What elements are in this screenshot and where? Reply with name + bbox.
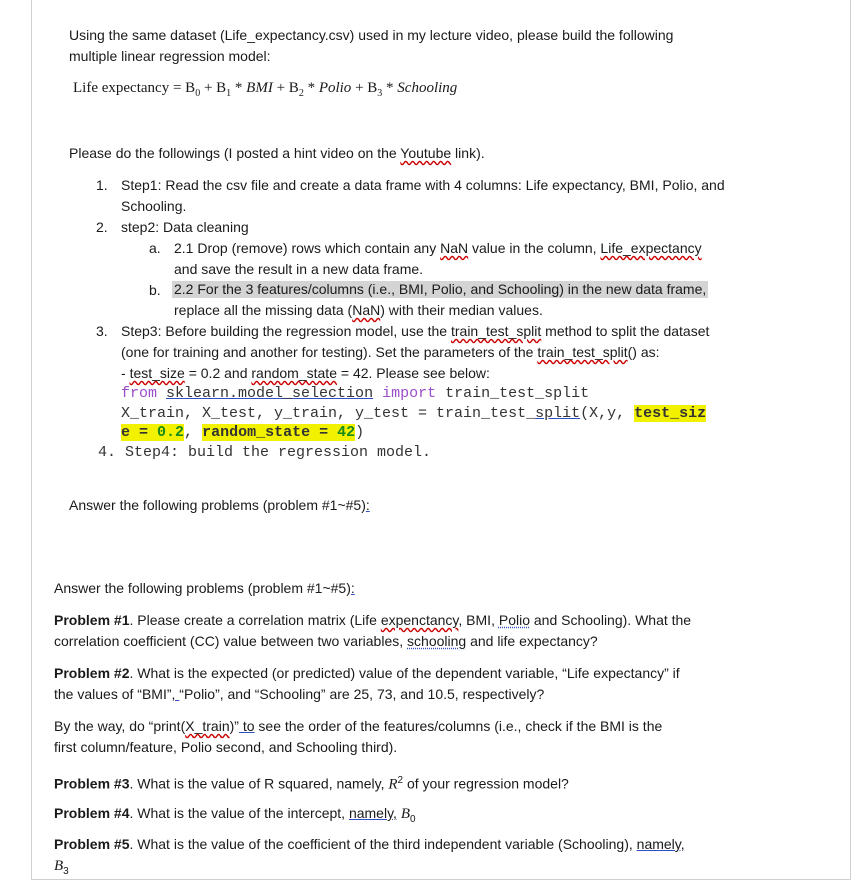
step3-text-cont: (one for training and another for testing). Set the parameters of the train_test_split() as: [121, 344, 660, 360]
problem-5-line-2: $B_3$ [54, 858, 69, 877]
step2a-letter: a. [149, 240, 161, 256]
answer-heading-2: Answer the following problems (problem #1~#5): [54, 580, 355, 596]
intro-line-1: Using the same dataset (Life_expectancy.csv) used in my lecture video, please build the following [69, 27, 674, 43]
instructions-lead: Please do the followings (I posted a hint video on the Youtube link). [69, 145, 485, 161]
step2-text: step2: Data cleaning [121, 219, 249, 235]
regression-formula: Life expectancy = $B_0 + B_1$ * BMI + $B_2$ * Polio + $B_3$ * Schooling [73, 80, 458, 99]
step3-number: 3. [96, 323, 108, 339]
step1-text-cont: Schooling. [121, 198, 187, 214]
step1-text: Step1: Read the csv file and create a data frame with 4 columns: Life expectancy, BMI, Polio, and [121, 177, 725, 193]
intro-line-2: multiple linear regression model: [69, 48, 271, 64]
step3-params: - test_size = 0.2 and random_state = 42. Please see below: [121, 365, 490, 381]
step2b-letter: b. [149, 282, 161, 298]
step3-text: Step3: Before building the regression model, use the train_test_split method to split the dataset [121, 323, 710, 339]
youtube-link[interactable]: Youtube [400, 145, 452, 161]
step2a-text-cont: and save the result in a new data frame. [174, 261, 424, 277]
problem-2-line-1: Problem #2. What is the expected (or predicted) value of the dependent variable, “Life expectancy” if [54, 665, 680, 681]
problem-3: Problem #3. What is the value of R squared, namely, $R^2$ of your regression model? [54, 775, 569, 793]
problem-5-line-1: Problem #5. What is the value of the coefficient of the third independent variable (Schooling), namely, [54, 836, 685, 852]
step2-number: 2. [96, 219, 108, 235]
answer-heading-1: Answer the following problems (problem #1~#5): [69, 497, 370, 513]
code-line-1: from sklearn.model_selection import train_test_split [121, 385, 590, 402]
note-line-1: By the way, do “print(X_train)” to see the order of the features/columns (i.e., check if the BMI is the [54, 718, 663, 734]
problem-4: Problem #4. What is the value of the intercept, namely, $B_0$ [54, 805, 416, 825]
note-line-2: first column/feature, Polio second, and Schooling third). [54, 739, 398, 755]
code-line-3: e = 0.2, random_state = 42) [121, 424, 365, 441]
step1-number: 1. [96, 177, 108, 193]
step2b-text-cont: replace all the missing data (NaN) with their median values. [174, 302, 543, 318]
step4-text: 4. Step4: build the regression model. [98, 444, 432, 461]
step2a-text: 2.1 Drop (remove) rows which contain any NaN value in the column, Life_expectancy [174, 240, 702, 256]
step2b-text-highlighted: 2.2 For the 3 features/columns (i.e., BMI, Polio, and Schooling) in the new data frame, [174, 281, 707, 297]
problem-1-line-2: correlation coefficient (CC) value between two variables, schooling and life expectancy? [54, 633, 598, 649]
code-line-2: X_train, X_test, y_train, y_test = train_test_split(X,y, test_siz [121, 405, 707, 422]
problem-2-line-2: the values of “BMI”, “Polio”, and “Schooling” are 25, 73, and 10.5, respectively? [54, 686, 545, 702]
problem-1-line-1: Problem #1. Please create a correlation matrix (Life expenctancy, BMI, Polio and Schooling). What the [54, 612, 692, 628]
